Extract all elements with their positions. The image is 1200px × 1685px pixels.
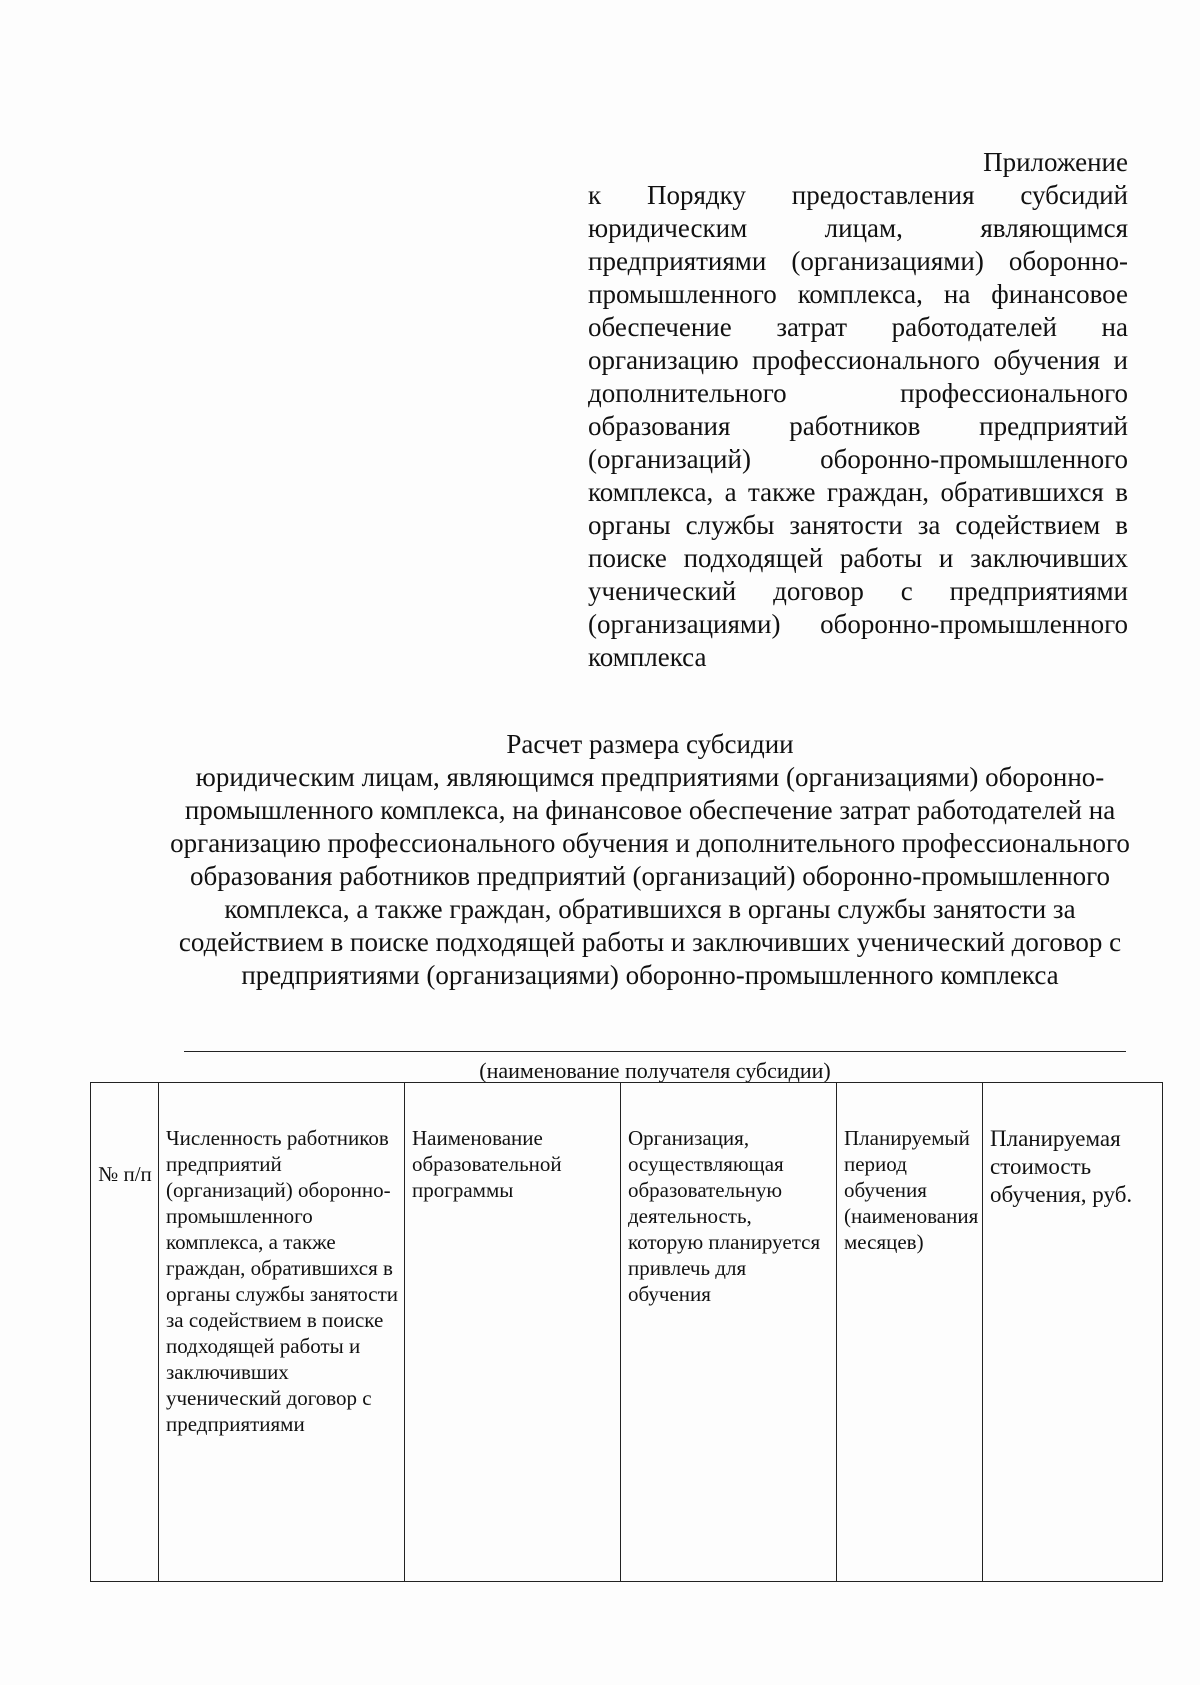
header-program-name: Наименование образовательной программы (405, 1083, 621, 1582)
header-education-organization: Организация, осуществляющая образовательную деятельность, которую планируется привлечь для обучения (621, 1083, 837, 1582)
calculation-table (90, 1082, 1163, 1582)
recipient-caption: (наименование получателя субсидии) (479, 1058, 831, 1083)
header-training-period: Планируемый период обучения (наименования месяцев) (837, 1083, 983, 1582)
recipient-name-line (184, 1051, 1126, 1052)
appendix-text: к Порядку предоставления субсидий юридическим лицам, являющимся предприятиями (организациями) оборонно-промышленного комплекса, на финансовое обеспечение затрат работодателей на организацию профессионального обучения и дополнительного профессионального образования работников предприятий (организаций) оборонно-промышленного комплекса, а также граждан, обратившихся в органы службы занятости за содействием в поиске подходящей работы и заключивших ученический договор с предприятиями (организациями) оборонно-промышленного комплекса (588, 180, 1128, 672)
header-training-cost: Планируемая стоимость обучения, руб. (983, 1083, 1163, 1582)
appendix-title: Приложение (983, 147, 1128, 177)
calculation-subject: юридическим лицам, являющимся предприятиями (организациями) оборонно-промышленного комплекса, на финансовое обеспечение затрат работодателей на организацию профессионального обучения и дополнительного профессионального образования работников предприятий (организаций) оборонно-промышленного комплекса, а также граждан, обратившихся в органы службы занятости за содействием в поиске подходящей работы и заключивших ученический договор с предприятиями (организациями) оборонно-промышленного комплекса (170, 762, 1130, 990)
table-header-row (91, 1083, 1163, 1582)
header-headcount: Численность работников предприятий (организаций) оборонно-промышленного комплекса, а также граждан, обратившихся в органы службы занятости за содействием в поиске подходящей работы и заключивших ученический договор с предприятиями (159, 1083, 405, 1582)
calculation-table-wrap (90, 1082, 1162, 1582)
header-number: № п/п (91, 1083, 159, 1582)
calculation-heading: Расчет размера субсидии (506, 729, 794, 759)
appendix-block (588, 146, 1128, 674)
calculation-title (150, 728, 1150, 992)
